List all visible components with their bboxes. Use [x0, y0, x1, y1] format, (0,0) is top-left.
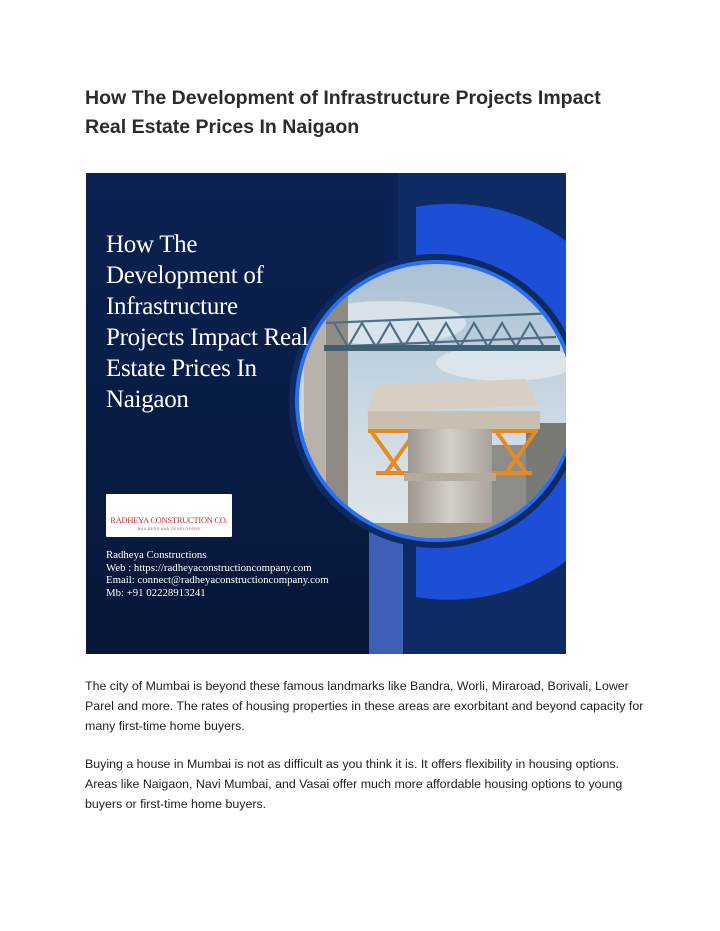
logo-tagline: BUILDERS AND DEVELOPERS	[137, 527, 201, 531]
contact-details	[106, 549, 406, 599]
contact-company: Radheya Constructions	[106, 549, 207, 561]
banner-heading-line: Naigaon	[106, 386, 189, 413]
banner-heading-line: Projects Impact Real	[106, 324, 309, 351]
company-logo	[106, 494, 232, 537]
contact-email: Email: connect@radheyaconstructioncompany.com	[106, 574, 329, 587]
banner-heading	[106, 229, 326, 415]
contact-mobile: Mb: +91 02228913241	[106, 586, 206, 599]
body-paragraph: Buying a house in Mumbai is not as difficult as you think it is. It offers flexibility in housing options. Areas like Naigaon, Navi Mumbai, and Vasai offer much more affordable housing options to young buyers or first-time home buyers.	[85, 757, 623, 811]
banner-heading-line: How The	[106, 231, 198, 258]
banner-heading-line: Development of	[106, 262, 264, 289]
featured-banner-image	[86, 173, 566, 654]
document-title: How The Development of Infrastructure Projects Impact Real Estate Prices In Naigaon	[85, 87, 601, 138]
logo-company-name: RADHEYA CONSTRUCTION CO.	[110, 516, 228, 525]
contact-web: Web : https://radheyaconstructioncompany.com	[106, 561, 312, 574]
banner-heading-line: Infrastructure	[106, 293, 238, 320]
banner-heading-line: Estate Prices In	[106, 355, 257, 382]
body-paragraph: The city of Mumbai is beyond these famous landmarks like Bandra, Worli, Miraroad, Borivali, Lower Parel and more. The rates of housing properties in these areas are exorbitant and beyond capacity for many first-time home buyers.	[85, 679, 644, 733]
